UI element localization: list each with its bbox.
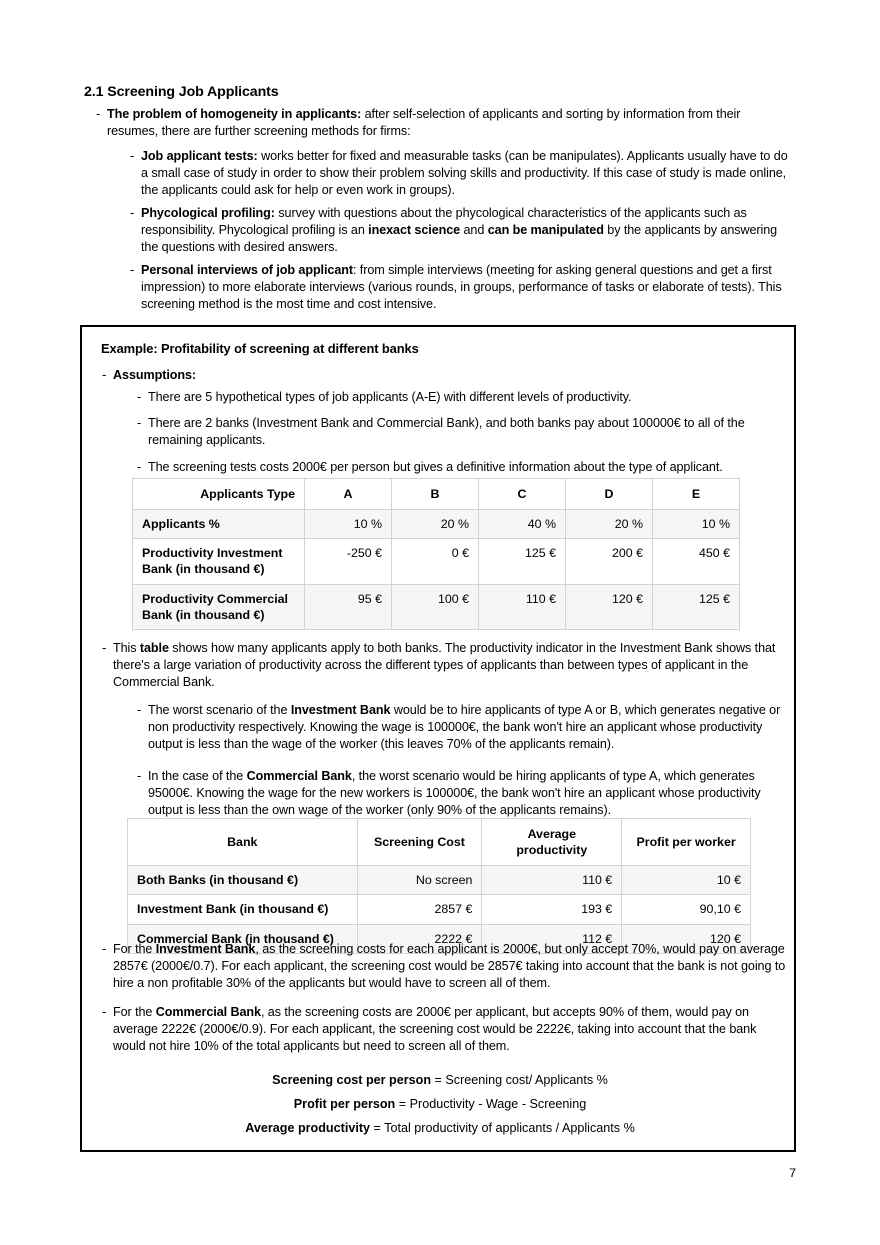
dash-bullet-icon — [130, 263, 141, 276]
formula-screening-cost — [82, 1072, 798, 1089]
header-average-productivity: Average productivity — [482, 819, 622, 866]
cell-value: 0 € — [392, 539, 479, 584]
cell-value: 193 € — [482, 895, 622, 924]
table-row — [133, 510, 740, 539]
row-label: Applicants % — [133, 510, 305, 539]
dash-bullet-icon — [137, 769, 148, 782]
explanation-pre: For the — [113, 1005, 156, 1019]
row-label: Investment Bank (in thousand €) — [128, 895, 358, 924]
dash-bullet-icon — [102, 368, 113, 381]
lead-rest-text: after self-selection of applicants and sorting by information from their resumes, there are further screening methods for firms: — [107, 107, 741, 138]
method-rest-a: survey with questions about the phycological characteristics of the applicants such as responsibility. Phycological profiling is an — [141, 206, 747, 237]
list-item-assumption-1 — [137, 389, 777, 406]
page-title: 2.1 Screening Job Applicants — [84, 84, 279, 100]
formula-average-productivity — [82, 1120, 798, 1137]
method-rest-text: : from simple interviews (meeting for asking general questions and get a first impression) to more elaborate interviews (various rounds, in groups, performance of tasks or elaborate of tests). This screening method is the most time and cost intensive. — [141, 263, 782, 311]
cell-value: 125 € — [653, 584, 740, 629]
header-profit-per-worker: Profit per worker — [622, 819, 751, 866]
method-rest-b: and — [460, 222, 488, 237]
cell-value: 40 % — [479, 510, 566, 539]
list-item-text — [141, 262, 796, 313]
note-pre: This — [113, 641, 140, 655]
explanation-bold-bank: Commercial Bank — [155, 1005, 261, 1019]
formula-label: Screening cost per person — [272, 1073, 432, 1087]
method-bold-label: Personal interviews of job applicant — [141, 263, 353, 277]
method-bold-label: Phycological profiling: — [141, 206, 275, 220]
table-header-row — [133, 479, 740, 510]
list-item-text — [148, 768, 787, 819]
scenario-pre: In the case of the — [148, 769, 247, 783]
cell-value: 120 € — [566, 584, 653, 629]
cell-value: 112 € — [482, 924, 622, 953]
list-item-job-applicant-tests — [130, 148, 790, 199]
cell-value: 20 % — [392, 510, 479, 539]
example-title: Example: Profitability of screening at different banks — [101, 341, 419, 356]
list-item-text — [113, 1004, 788, 1055]
cell-value: 10 % — [305, 510, 392, 539]
banks-table — [127, 818, 751, 954]
scenario-post: , the worst scenario would be hiring applicants of type A, which generates 95000€. Knowing the wage for the new workers is 100000€, the bank won't hire an applicant whose productivity output is less than the own wage of the worker (only 90% of the applicants remains). — [148, 769, 761, 817]
table-row — [128, 895, 751, 924]
can-be-manipulated-bold: can be manipulated — [487, 222, 604, 237]
list-item-phycological-profiling — [130, 205, 790, 256]
cell-value: 110 € — [479, 584, 566, 629]
cell-value: 10 % — [653, 510, 740, 539]
cell-value: 120 € — [622, 924, 751, 953]
dash-bullet-icon — [130, 149, 141, 162]
method-rest-text: works better for fixed and measurable tasks (can be manipulates). Applicants usually have to do a small case of study in order to show their problem solving skills and productivity. If this case of study is made online, the applicants could ask for help or even work in groups). — [141, 149, 788, 197]
cell-value: 125 € — [479, 539, 566, 584]
example-box — [80, 325, 796, 1152]
list-item-text — [148, 702, 787, 753]
list-item-assumptions — [102, 367, 702, 384]
formula-profit-per-person — [82, 1096, 798, 1113]
list-item-text — [113, 941, 788, 992]
list-item-text — [141, 205, 790, 256]
header-applicants-type: Applicants Type — [133, 479, 305, 510]
row-label: Productivity Commercial Bank (in thousand €) — [133, 584, 305, 629]
cell-value: 90,10 € — [622, 895, 751, 924]
formula-label: Average productivity — [245, 1121, 371, 1135]
formula-expression: = Productivity - Wage - Screening — [395, 1097, 587, 1111]
row-label: Commercial Bank (in thousand €) — [128, 924, 358, 953]
table-row — [133, 539, 740, 584]
dash-bullet-icon — [102, 1005, 113, 1018]
dash-bullet-icon — [137, 460, 148, 473]
table-row — [128, 866, 751, 895]
applicants-table — [132, 478, 740, 630]
header-type-e: E — [653, 479, 740, 510]
scenario-bold-bank: Commercial Bank — [246, 769, 352, 783]
assumptions-label: Assumptions: — [113, 368, 197, 382]
dash-bullet-icon — [102, 641, 113, 654]
list-item-text — [141, 148, 790, 199]
list-item-explanation-commercial — [102, 1004, 788, 1055]
formula-expression: = Screening cost/ Applicants % — [431, 1073, 608, 1087]
dash-bullet-icon — [137, 416, 148, 429]
cell-value: 95 € — [305, 584, 392, 629]
header-type-d: D — [566, 479, 653, 510]
note-post: shows how many applicants apply to both banks. The productivity indicator in the Investment Bank shows that there's a large variation of productivity across the different types of applicants than between types of applicant in the Commercial Bank. — [113, 641, 776, 689]
table-header-row — [128, 819, 751, 866]
cell-value: 100 € — [392, 584, 479, 629]
scenario-pre: The worst scenario of the — [148, 703, 291, 717]
method-rest-c: by the applicants by answering the questions with desired answers. — [141, 222, 778, 254]
row-label: Both Banks (in thousand €) — [128, 866, 358, 895]
assumption-text: There are 5 hypothetical types of job applicants (A-E) with different levels of productivity. — [148, 390, 632, 404]
dash-bullet-icon — [102, 942, 113, 955]
cell-value: 2857 € — [357, 895, 482, 924]
list-item-scenario-commercial — [137, 768, 787, 819]
cell-value: 200 € — [566, 539, 653, 584]
list-item-table-note — [102, 640, 786, 691]
dash-bullet-icon — [137, 703, 148, 716]
explanation-post: , as the screening costs for each applicant is 2000€, but only accept 70%, would pay on average 2857€ (2000€/0.7). For each applicant, the screening cost would be 2857€ taking into account that the bank is not going to hire a non profitable 30% of the applicants but would have to screen all of them. — [113, 942, 786, 990]
cell-value: 2222 € — [357, 924, 482, 953]
cell-value: No screen — [357, 866, 482, 895]
cell-value: 450 € — [653, 539, 740, 584]
list-item-assumption-3 — [137, 459, 782, 476]
list-item-text — [107, 106, 786, 140]
header-type-a: A — [305, 479, 392, 510]
page-number: 7 — [789, 1166, 796, 1180]
method-bold-label: Job applicant tests: — [141, 149, 258, 163]
cell-value: 110 € — [482, 866, 622, 895]
header-bank: Bank — [128, 819, 358, 866]
scenario-bold-bank: Investment Bank — [290, 703, 391, 717]
list-item-assumption-2 — [137, 415, 777, 449]
header-type-b: B — [392, 479, 479, 510]
dash-bullet-icon — [130, 206, 141, 219]
lead-bold-label: The problem of homogeneity in applicants: — [107, 107, 362, 121]
table-row — [133, 584, 740, 629]
list-item-text — [113, 640, 786, 691]
explanation-bold-bank: Investment Bank — [155, 942, 256, 956]
row-label: Productivity Investment Bank (in thousand €) — [133, 539, 305, 584]
inexact-science-bold: inexact science — [368, 222, 461, 237]
list-item-homogeneity — [96, 106, 786, 140]
explanation-post: , as the screening costs are 2000€ per applicant, but accepts 90% of them, would pay on average 2222€ (2000€/0.9). For each applicant, the screening cost would be 2222€, taking into account that the bank would not hire 10% of the total applicants but need to screen all of them. — [113, 1005, 757, 1053]
cell-value: 20 % — [566, 510, 653, 539]
scenario-post: would be to hire applicants of type A or B, which generates negative or non productivity respectively. Knowing the wage is 100000€, the bank won't hire an applicant whose productivity output is less than the wage of the worker (this leaves 70% of the applicants remain). — [148, 703, 781, 751]
cell-value: -250 € — [305, 539, 392, 584]
assumption-text: There are 2 banks (Investment Bank and Commercial Bank), and both banks pay about 100000€ to all of the remaining applicants. — [148, 416, 745, 447]
explanation-pre: For the — [113, 942, 156, 956]
header-type-c: C — [479, 479, 566, 510]
cell-value: 10 € — [622, 866, 751, 895]
list-item-scenario-investment — [137, 702, 787, 753]
assumption-text: The screening tests costs 2000€ per person but gives a definitive information about the type of applicant. — [148, 460, 723, 474]
dash-bullet-icon — [137, 390, 148, 403]
formula-expression: = Total productivity of applicants / Applicants % — [370, 1121, 635, 1135]
list-item-personal-interviews — [130, 262, 796, 313]
note-bold-table: table — [139, 641, 169, 655]
list-item-explanation-investment — [102, 941, 788, 992]
formula-label: Profit per person — [293, 1097, 396, 1111]
header-screening-cost: Screening Cost — [357, 819, 482, 866]
dash-bullet-icon — [96, 107, 107, 120]
